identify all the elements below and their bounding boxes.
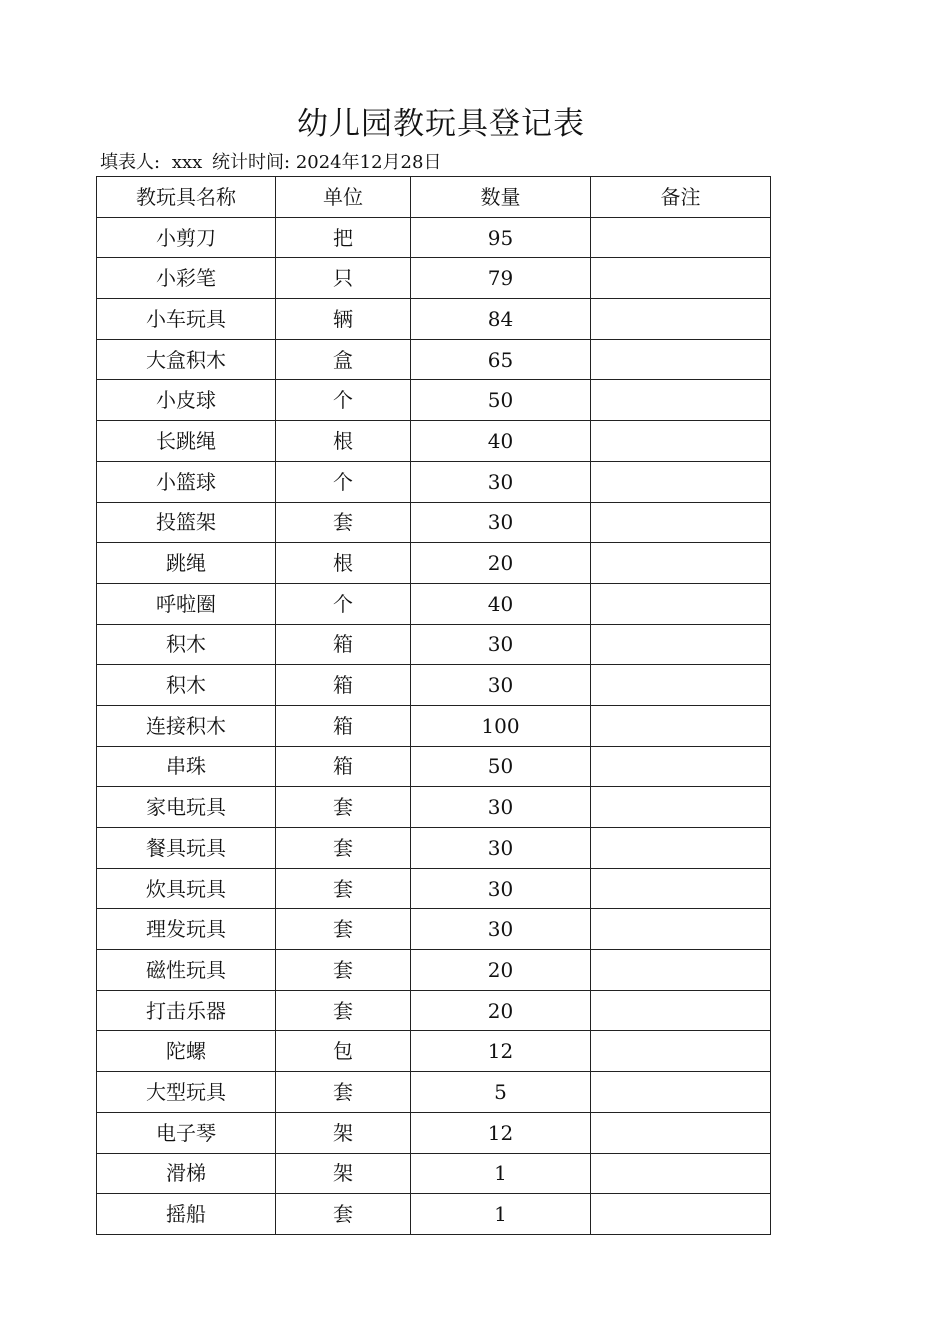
cell-name: 投篮架	[97, 502, 276, 543]
cell-quantity: 30	[411, 502, 591, 543]
table-row	[97, 421, 771, 462]
cell-unit: 架	[276, 1153, 411, 1194]
cell-unit: 只	[276, 258, 411, 299]
cell-name: 积木	[97, 624, 276, 665]
cell-name: 打击乐器	[97, 990, 276, 1031]
cell-quantity: 65	[411, 339, 591, 380]
table-row	[97, 665, 771, 706]
cell-unit: 套	[276, 950, 411, 991]
cell-quantity: 20	[411, 543, 591, 584]
cell-unit: 箱	[276, 705, 411, 746]
header-quantity: 数量	[411, 177, 591, 218]
cell-remarks	[591, 950, 771, 991]
cell-quantity: 30	[411, 868, 591, 909]
cell-name: 小车玩具	[97, 299, 276, 340]
header-name: 教玩具名称	[97, 177, 276, 218]
cell-quantity: 30	[411, 828, 591, 869]
cell-remarks	[591, 1072, 771, 1113]
form-meta-line	[100, 151, 441, 175]
cell-remarks	[591, 990, 771, 1031]
table-row	[97, 502, 771, 543]
cell-unit: 套	[276, 828, 411, 869]
cell-quantity: 12	[411, 1031, 591, 1072]
cell-remarks	[591, 868, 771, 909]
cell-name: 呼啦圈	[97, 583, 276, 624]
cell-name: 炊具玩具	[97, 868, 276, 909]
cell-quantity: 30	[411, 665, 591, 706]
cell-unit: 箱	[276, 746, 411, 787]
table-row	[97, 1194, 771, 1235]
cell-unit: 包	[276, 1031, 411, 1072]
cell-unit: 套	[276, 990, 411, 1031]
cell-quantity: 50	[411, 380, 591, 421]
cell-remarks	[591, 502, 771, 543]
table-body	[97, 217, 771, 1234]
cell-remarks	[591, 909, 771, 950]
table-header-row	[97, 177, 771, 218]
cell-name: 积木	[97, 665, 276, 706]
toy-register-table	[96, 176, 771, 1235]
cell-quantity: 50	[411, 746, 591, 787]
table-row	[97, 217, 771, 258]
table-row	[97, 990, 771, 1031]
filler-label: 填表人:	[100, 152, 161, 173]
cell-unit: 箱	[276, 624, 411, 665]
cell-unit: 根	[276, 421, 411, 462]
cell-name: 小剪刀	[97, 217, 276, 258]
cell-remarks	[591, 1112, 771, 1153]
table-row	[97, 950, 771, 991]
cell-remarks	[591, 705, 771, 746]
cell-quantity: 5	[411, 1072, 591, 1113]
cell-name: 串珠	[97, 746, 276, 787]
table-row	[97, 828, 771, 869]
table-row	[97, 543, 771, 584]
cell-remarks	[591, 543, 771, 584]
table-row	[97, 1112, 771, 1153]
cell-quantity: 40	[411, 583, 591, 624]
table-row	[97, 787, 771, 828]
cell-unit: 套	[276, 909, 411, 950]
cell-remarks	[591, 624, 771, 665]
document-title: 幼儿园教玩具登记表	[297, 106, 585, 142]
cell-quantity: 40	[411, 421, 591, 462]
table-row	[97, 1072, 771, 1113]
cell-quantity: 30	[411, 787, 591, 828]
cell-unit: 个	[276, 583, 411, 624]
cell-remarks	[591, 421, 771, 462]
cell-name: 大盒积木	[97, 339, 276, 380]
cell-unit: 架	[276, 1112, 411, 1153]
cell-name: 餐具玩具	[97, 828, 276, 869]
cell-quantity: 79	[411, 258, 591, 299]
table-row	[97, 258, 771, 299]
filler-value: xxx	[171, 152, 203, 173]
cell-name: 小篮球	[97, 461, 276, 502]
cell-remarks	[591, 461, 771, 502]
table-row	[97, 624, 771, 665]
cell-name: 小彩笔	[97, 258, 276, 299]
table-row	[97, 1031, 771, 1072]
table-row	[97, 461, 771, 502]
cell-name: 跳绳	[97, 543, 276, 584]
table-row	[97, 746, 771, 787]
cell-remarks	[591, 217, 771, 258]
cell-remarks	[591, 1153, 771, 1194]
cell-unit: 箱	[276, 665, 411, 706]
cell-remarks	[591, 746, 771, 787]
cell-unit: 套	[276, 1194, 411, 1235]
cell-name: 摇船	[97, 1194, 276, 1235]
cell-name: 大型玩具	[97, 1072, 276, 1113]
cell-remarks	[591, 583, 771, 624]
table-row	[97, 299, 771, 340]
cell-unit: 个	[276, 461, 411, 502]
header-remarks: 备注	[591, 177, 771, 218]
cell-quantity: 30	[411, 624, 591, 665]
cell-name: 家电玩具	[97, 787, 276, 828]
cell-quantity: 30	[411, 909, 591, 950]
cell-quantity: 84	[411, 299, 591, 340]
table-row	[97, 1153, 771, 1194]
header-unit: 单位	[276, 177, 411, 218]
cell-unit: 盒	[276, 339, 411, 380]
date-label: 统计时间:	[212, 152, 291, 173]
cell-quantity: 12	[411, 1112, 591, 1153]
table-row	[97, 705, 771, 746]
cell-remarks	[591, 339, 771, 380]
cell-name: 滑梯	[97, 1153, 276, 1194]
cell-remarks	[591, 299, 771, 340]
cell-unit: 套	[276, 1072, 411, 1113]
date-value: 2024年12月28日	[295, 152, 442, 173]
cell-unit: 套	[276, 787, 411, 828]
cell-remarks	[591, 1031, 771, 1072]
cell-quantity: 20	[411, 990, 591, 1031]
cell-unit: 辆	[276, 299, 411, 340]
cell-name: 陀螺	[97, 1031, 276, 1072]
cell-name: 电子琴	[97, 1112, 276, 1153]
table-row	[97, 339, 771, 380]
cell-name: 小皮球	[97, 380, 276, 421]
cell-name: 长跳绳	[97, 421, 276, 462]
cell-remarks	[591, 665, 771, 706]
cell-name: 理发玩具	[97, 909, 276, 950]
cell-name: 磁性玩具	[97, 950, 276, 991]
table-row	[97, 909, 771, 950]
cell-name: 连接积木	[97, 705, 276, 746]
cell-remarks	[591, 828, 771, 869]
cell-unit: 个	[276, 380, 411, 421]
cell-quantity: 20	[411, 950, 591, 991]
cell-quantity: 95	[411, 217, 591, 258]
cell-remarks	[591, 1194, 771, 1235]
cell-remarks	[591, 258, 771, 299]
cell-quantity: 1	[411, 1194, 591, 1235]
cell-unit: 套	[276, 868, 411, 909]
cell-unit: 把	[276, 217, 411, 258]
table-row	[97, 380, 771, 421]
cell-remarks	[591, 787, 771, 828]
cell-unit: 根	[276, 543, 411, 584]
cell-remarks	[591, 380, 771, 421]
cell-quantity: 1	[411, 1153, 591, 1194]
cell-quantity: 30	[411, 461, 591, 502]
table-row	[97, 868, 771, 909]
cell-unit: 套	[276, 502, 411, 543]
table-row	[97, 583, 771, 624]
cell-quantity: 100	[411, 705, 591, 746]
